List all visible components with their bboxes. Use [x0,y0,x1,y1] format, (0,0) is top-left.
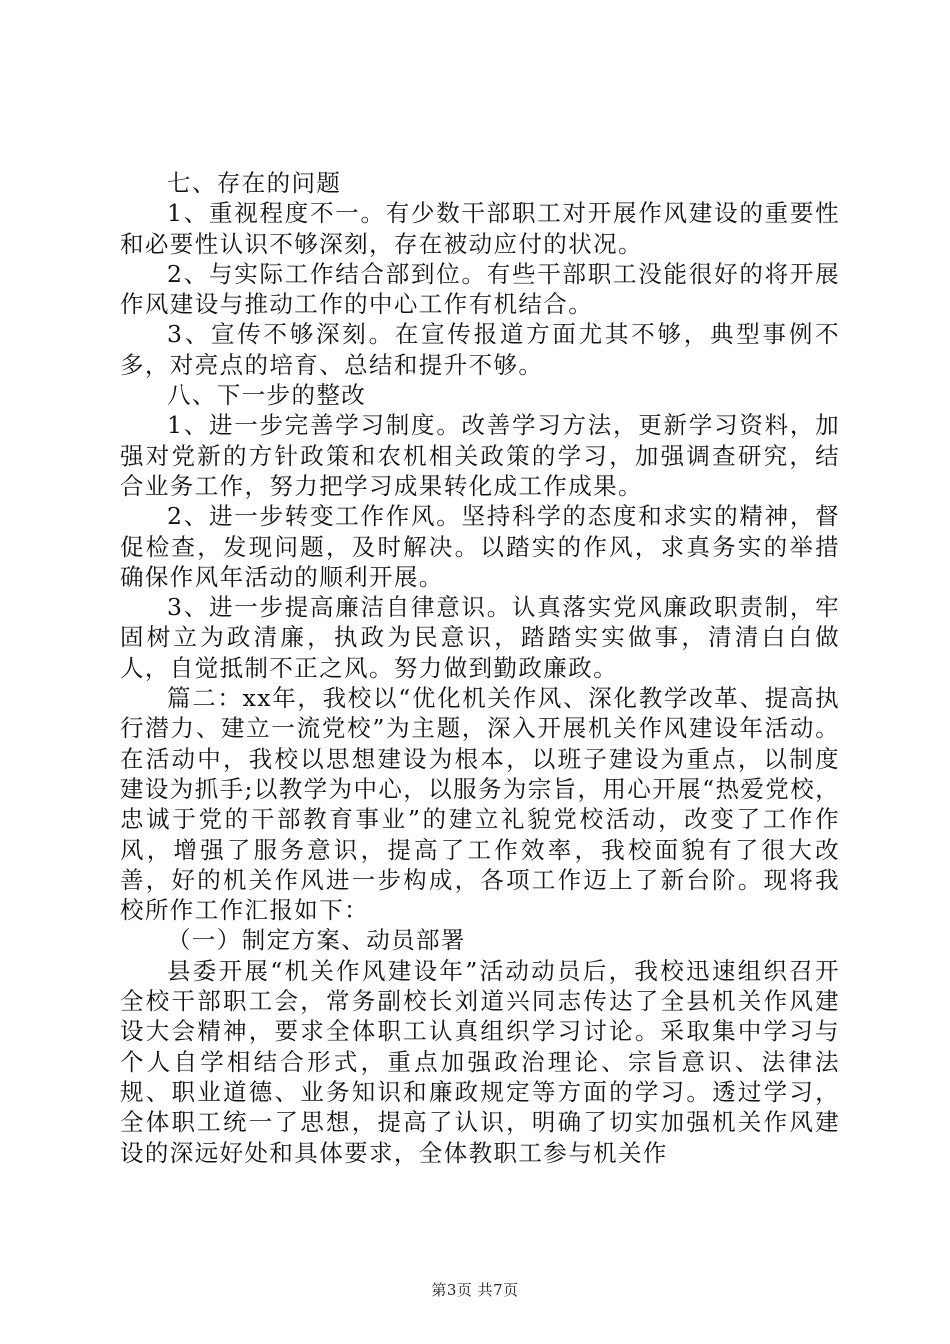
paragraph: 2、进一步转变工作作风。坚持科学的态度和求实的精神，督促检查，发现问题，及时解决。以踏实的作风，求真务实的举措确保作风年活动的顺利开展。 [120,502,840,591]
paragraph: 1、进一步完善学习制度。改善学习方法，更新学习资料，加强对党新的方针政策和农机相关政策的学习，加强调查研究，结合业务工作，努力把学习成果转化成工作成果。 [120,411,840,500]
paragraph: 1、重视程度不一。有少数干部职工对开展作风建设的重要性和必要性认识不够深刻，存在被动应付的状况。 [120,199,840,258]
section-heading-plan: （一）制定方案、动员部署 [167,926,466,955]
paragraph: 县委开展“机关作风建设年”活动动员后，我校迅速组织召开全校干部职工会，常务副校长刘道兴同志传达了全县机关作风建设大会精神，要求全体职工认真组织学习讨论。采取集中学习与个人自学相结合形式，重点加强政治理论、宗旨意识、法律法规、职业道德、业务知识和廉政规定等方面的学习。透过学习，全体职工统一了思想，提高了认识，明确了切实加强机关作风建设的深远好处和具体要求，全体教职工参与机关作 [120,956,840,1167]
paragraph: 篇二：xx年，我校以“优化机关作风、深化教学改革、提高执行潜力、建立一流党校”为主题，深入开展机关作风建设年活动。在活动中，我校以思想建设为根本，以班子建设为重点，以制度建设为抓手;以教学为中心，以服务为宗旨，用心开展“热爱党校，忠诚于党的干部教育事业”的建立礼貌党校活动，改变了工作作风，增强了服务意识，提高了工作效率，我校面貌有了很大改善，好的机关作风进一步构成，各项工作迈上了新台阶。现将我校所作工作汇报如下： [120,684,840,925]
paragraph: 2、与实际工作结合部到位。有些干部职工没能很好的将开展作风建设与推动工作的中心工作有机结合。 [120,259,840,319]
section-heading-problems: 七、存在的问题 [167,169,342,197]
page-footer: 第3页 共7页 [431,1281,519,1299]
section-heading-next-steps: 八、下一步的整改 [167,381,367,410]
paragraph: 3、宣传不够深刻。在宣传报道方面尤其不够，典型事例不多，对亮点的培育、总结和提升不够。 [120,320,840,379]
paragraph: 3、进一步提高廉洁自律意识。认真落实党风廉政职责制，牢固树立为政清廉，执政为民意识，踏踏实实做事，清清白白做人，自觉抵制不正之风。努力做到勤政廉政。 [120,593,840,682]
document-body [120,168,840,1168]
